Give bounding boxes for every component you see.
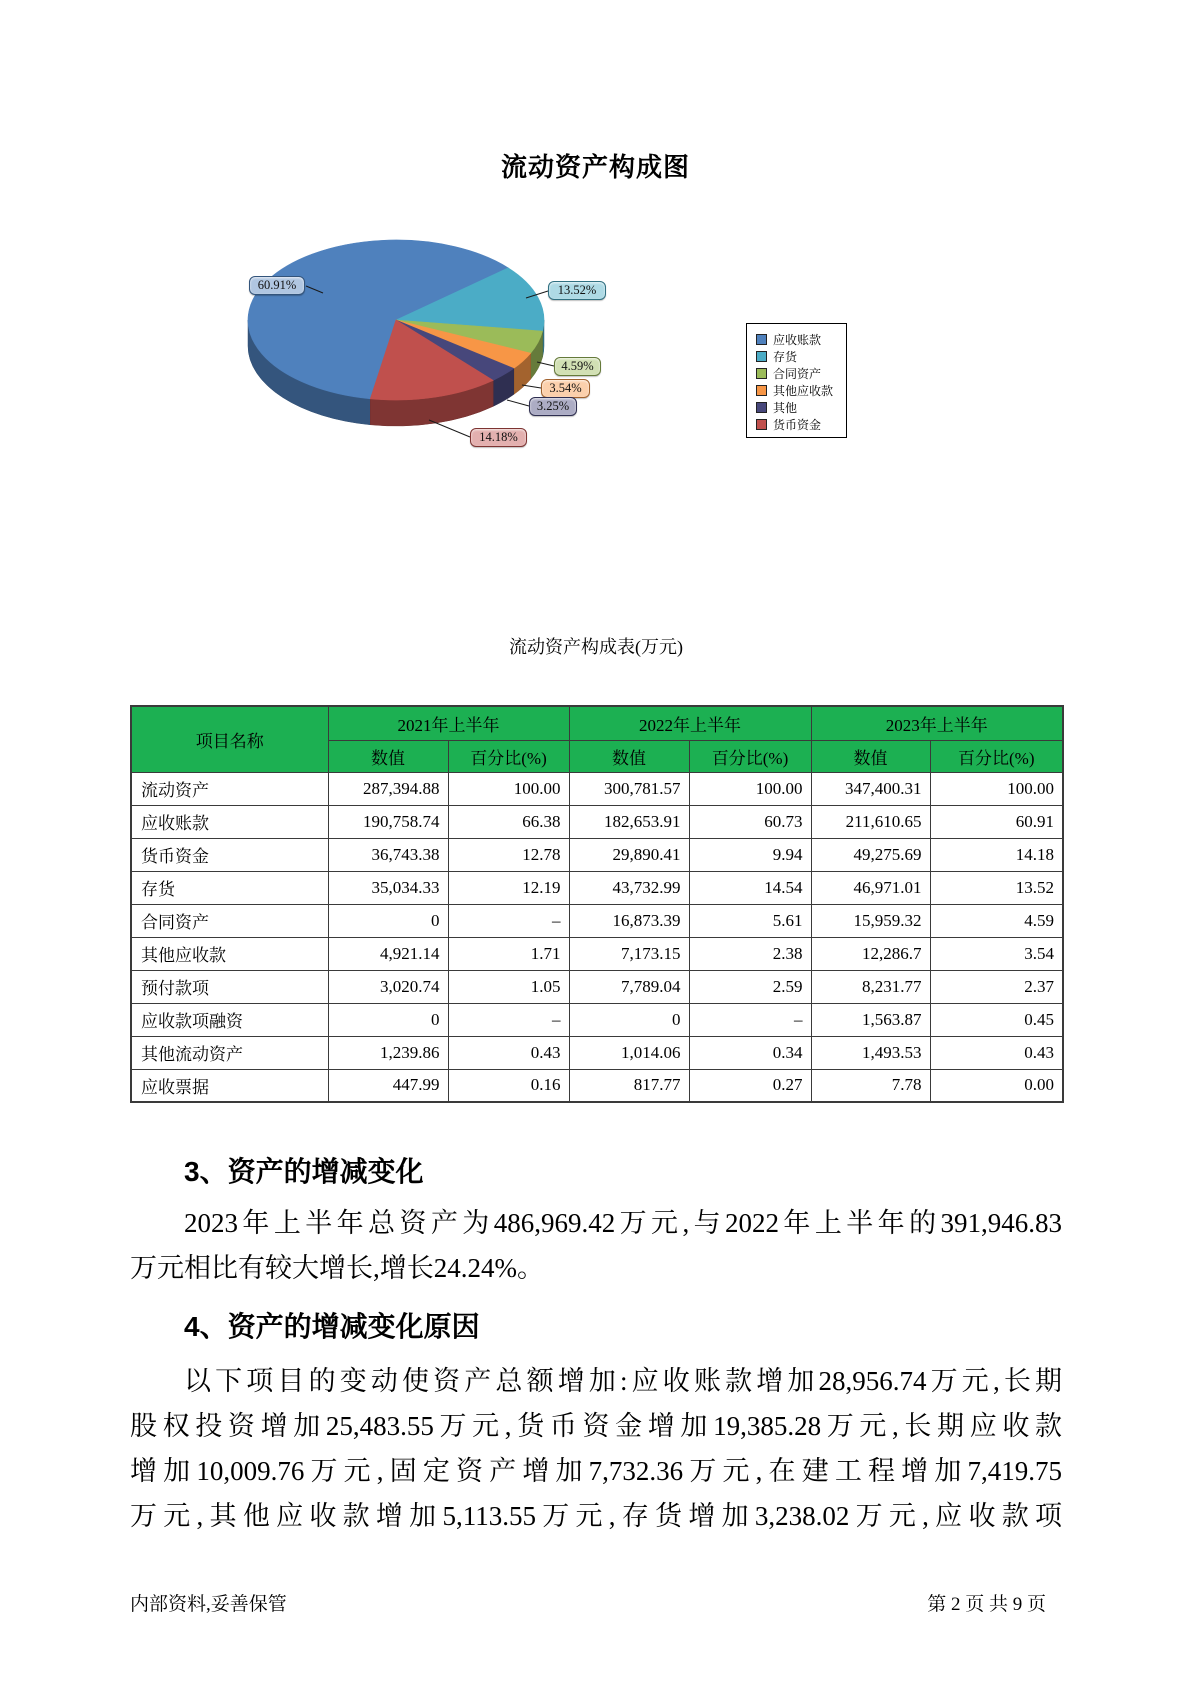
footer-left-text: 内部资料,妥善保管 [130,1594,287,1615]
assets-table-wrapper [130,705,1064,1103]
table-cell-value: 0.34 [689,1036,811,1069]
table-cell-value: 13.52 [930,871,1063,904]
table-cell-value: 1.71 [448,937,569,970]
legend-item [756,399,843,416]
legend-swatch-icon [756,402,767,413]
legend-label: 货币资金 [773,418,822,432]
section-heading: 4、资产的增减变化原因 [184,1311,480,1342]
table-row [131,1003,1063,1036]
table-cell-value: 182,653.91 [569,805,689,838]
table-cell-value: 447.99 [328,1069,448,1102]
col-header-value: 数值 [569,740,689,772]
table-cell-value: 287,394.88 [328,772,448,805]
pie-data-label: 4.59% [554,357,601,376]
table-cell-item: 应收款项融资 [131,1003,328,1036]
legend-item [756,365,843,382]
table-cell-value: 29,890.41 [569,838,689,871]
table-row [131,970,1063,1003]
table-row [131,871,1063,904]
table-cell-value: 15,959.32 [811,904,930,937]
paragraph-line: 增加10,009.76万元,固定资产增加7,732.36万元,在建工程增加7,419.75 [130,1456,1062,1486]
table-cell-value: 0.00 [930,1069,1063,1102]
table-cell-item: 应收票据 [131,1069,328,1102]
table-cell-value: 7,173.15 [569,937,689,970]
pie-data-label: 60.91% [249,276,305,295]
table-header-row-years [131,706,1063,740]
legend-item [756,382,843,399]
col-header-year-2022: 2022年上半年 [569,706,811,740]
paragraph-line: 股权投资增加25,483.55万元,货币资金增加19,385.28万元,长期应收款 [130,1411,1062,1441]
table-cell-value: 7.78 [811,1069,930,1102]
table-cell-item: 预付款项 [131,970,328,1003]
legend-swatch-icon [756,385,767,396]
assets-table [130,705,1064,1103]
col-header-item: 项目名称 [131,706,328,772]
legend-label: 其他 [773,401,798,415]
legend-item [756,331,843,348]
col-header-year-2021: 2021年上半年 [328,706,569,740]
table-cell-value: 190,758.74 [328,805,448,838]
table-cell-value: 1,014.06 [569,1036,689,1069]
table-cell-value: – [448,1003,569,1036]
pie-data-label: 3.25% [529,397,577,416]
legend-item [756,348,843,365]
legend-label: 存货 [773,350,798,364]
table-cell-value: 0 [328,1003,448,1036]
table-cell-item: 其他应收款 [131,937,328,970]
legend-swatch-icon [756,351,767,362]
chart-legend [746,323,847,438]
legend-label: 应收账款 [773,333,822,347]
table-cell-value: 0.43 [930,1036,1063,1069]
table-cell-value: 0.45 [930,1003,1063,1036]
table-cell-value: 14.18 [930,838,1063,871]
pie-data-label: 3.54% [541,379,590,398]
table-row [131,772,1063,805]
table-cell-value: 9.94 [689,838,811,871]
table-cell-value: 1.05 [448,970,569,1003]
table-row [131,838,1063,871]
col-header-percent: 百分比(%) [930,740,1063,772]
table-cell-value: 100.00 [448,772,569,805]
table-cell-value: 7,789.04 [569,970,689,1003]
pie-chart [230,225,630,460]
legend-swatch-icon [756,334,767,345]
table-cell-value: 12.19 [448,871,569,904]
table-cell-value: 100.00 [689,772,811,805]
table-cell-value: 211,610.65 [811,805,930,838]
pie-callout-line [507,400,529,406]
table-cell-value: 0.27 [689,1069,811,1102]
footer-right-text: 第 2 页 共 9 页 [927,1594,1046,1615]
table-cell-value: 1,563.87 [811,1003,930,1036]
table-cell-value: 1,239.86 [328,1036,448,1069]
table-cell-value: 46,971.01 [811,871,930,904]
table-cell-value: 8,231.77 [811,970,930,1003]
table-row [131,1036,1063,1069]
legend-swatch-icon [756,419,767,430]
table-cell-value: 300,781.57 [569,772,689,805]
table-cell-value: 12.78 [448,838,569,871]
legend-label: 其他应收款 [773,384,834,398]
legend-item [756,416,843,433]
table-title: 流动资产构成表(万元) [509,637,683,657]
chart-title: 流动资产构成图 [500,153,690,182]
table-cell-value: 35,034.33 [328,871,448,904]
section-paragraph [130,1359,1062,1539]
table-row [131,805,1063,838]
col-header-percent: 百分比(%) [448,740,569,772]
table-cell-value: 100.00 [930,772,1063,805]
table-cell-item: 流动资产 [131,772,328,805]
col-header-value: 数值 [811,740,930,772]
table-cell-value: 0.16 [448,1069,569,1102]
table-cell-item: 货币资金 [131,838,328,871]
table-cell-value: 60.91 [930,805,1063,838]
table-cell-value: 43,732.99 [569,871,689,904]
table-cell-value: 347,400.31 [811,772,930,805]
table-cell-value: 16,873.39 [569,904,689,937]
legend-swatch-icon [756,368,767,379]
section-heading: 3、资产的增减变化 [184,1156,424,1187]
table-cell-value: 60.73 [689,805,811,838]
table-cell-value: 4.59 [930,904,1063,937]
section-paragraph [130,1201,1062,1291]
table-cell-value: 3.54 [930,937,1063,970]
table-cell-value: 5.61 [689,904,811,937]
pie-data-label: 13.52% [548,281,606,300]
paragraph-line: 万元相比有较大增长,增长24.24%。 [130,1253,544,1283]
table-cell-value: 66.38 [448,805,569,838]
pie-callout-line [429,420,470,437]
table-cell-value: 14.54 [689,871,811,904]
legend-label: 合同资产 [773,367,822,381]
table-row [131,1069,1063,1102]
table-cell-value: 1,493.53 [811,1036,930,1069]
table-cell-value: 4,921.14 [328,937,448,970]
table-cell-value: 0.43 [448,1036,569,1069]
table-cell-value: 49,275.69 [811,838,930,871]
table-cell-value: 2.37 [930,970,1063,1003]
col-header-value: 数值 [328,740,448,772]
paragraph-line: 万元,其他应收款增加5,113.55万元,存货增加3,238.02万元,应收款项 [130,1501,1062,1531]
table-cell-value: 12,286.7 [811,937,930,970]
table-cell-value: 3,020.74 [328,970,448,1003]
paragraph-line: 以下项目的变动使资产总额增加:应收账款增加28,956.74万元,长期 [184,1366,1062,1396]
table-cell-value: – [689,1003,811,1036]
table-cell-value: – [448,904,569,937]
table-cell-value: 817.77 [569,1069,689,1102]
table-row [131,937,1063,970]
pie-callout-line [522,385,541,388]
col-header-percent: 百分比(%) [689,740,811,772]
table-row [131,904,1063,937]
pie-data-label: 14.18% [470,428,527,447]
col-header-year-2023: 2023年上半年 [811,706,1063,740]
legend-items [756,331,843,433]
table-cell-item: 存货 [131,871,328,904]
table-cell-value: 0 [328,904,448,937]
table-cell-item: 其他流动资产 [131,1036,328,1069]
table-cell-item: 合同资产 [131,904,328,937]
table-cell-value: 2.38 [689,937,811,970]
paragraph-line: 2023年上半年总资产为486,969.42万元,与2022年上半年的391,946.83 [184,1208,1062,1238]
table-cell-value: 0 [569,1003,689,1036]
table-cell-value: 36,743.38 [328,838,448,871]
table-cell-value: 2.59 [689,970,811,1003]
table-cell-item: 应收账款 [131,805,328,838]
